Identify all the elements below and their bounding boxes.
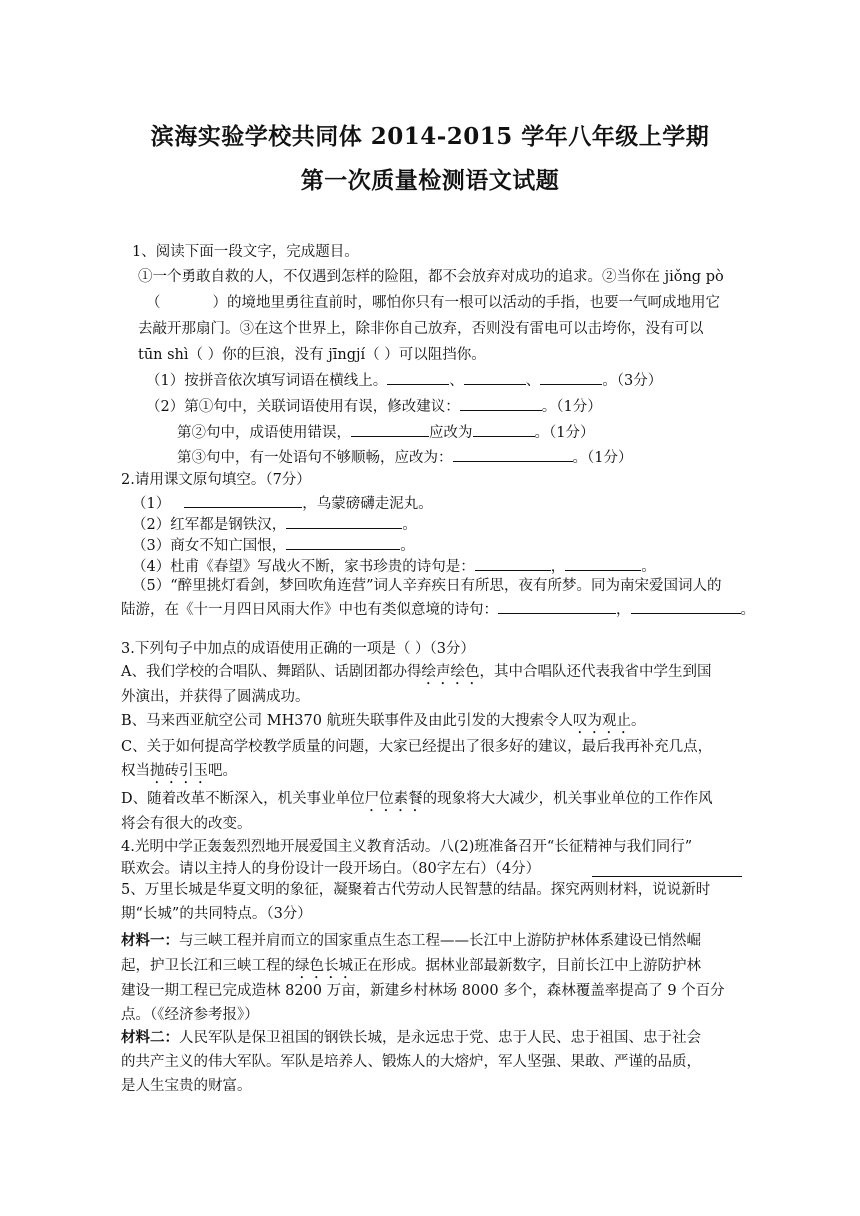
q3-option-c-line1: C、关于如何提高学校教学质量的问题，大家已经提出了很多好的建议，最后我再补充几点， (121, 739, 713, 755)
q5-line2: 期“长城”的共同特点。（3分） (121, 906, 312, 922)
q2-item2-text: 红军都是钢铁汉， (170, 517, 287, 533)
q2-item5b-text: 陆游，在《十一月四日风雨大作》中也有类似意境的诗句： (121, 602, 498, 618)
q2-item3-num: （3） (132, 538, 171, 554)
q4-line1: 4.光明中学正轰轰烈烈地开展爱国主义教育活动。八(2)班准备召开“长征精神与我们同行” (121, 839, 693, 855)
q3-a1-idiom: 绘声绘色 (421, 664, 480, 680)
q1-sub2b-blank2[interactable] (473, 422, 535, 437)
q3-option-d-line1 (121, 790, 713, 815)
q3-d1-post: 的现象将大大减少，机关事业单位的工作作风 (422, 791, 713, 807)
q1-sub1-blank1[interactable] (387, 370, 449, 385)
q3-c2-idiom: 抛砖引玉 (150, 763, 208, 779)
q2-item4-blank2[interactable] (565, 556, 641, 571)
q2-item4-text: 杜甫《春望》写战火不断，家书珍贵的诗句是： (170, 559, 475, 575)
q3-a1-post: ，其中合唱队还代表我省中学生到国 (479, 664, 712, 680)
exam-title-line2: 第一次质量检测语文试题 (300, 167, 560, 194)
q1-sub2b (177, 422, 594, 442)
q3-option-a-line2: 外演出，并获得了圆满成功。 (121, 689, 310, 705)
q1-sub2c-text: 第③句中，有一处语句不够顺畅，应改为： (177, 450, 453, 466)
q3-option-a-line1 (121, 663, 711, 688)
q2-item2-end: 。 (402, 517, 417, 533)
q3-b1-post: 。 (631, 713, 646, 729)
q2-item5-text: “醉里挑灯看剑，梦回吹角连营”词人辛弃疾日有所思，夜有所梦。同为南宋爱国词人的 (170, 578, 722, 594)
q5-material1-line4: 点。（《经济参考报》） (121, 1007, 259, 1023)
q1-sub2-blank[interactable] (460, 396, 542, 411)
q1-sub1-blank3[interactable] (540, 370, 602, 385)
q1-sub2-end: 。（1分） (541, 399, 602, 415)
q1-sub1 (146, 370, 662, 390)
q3-d1-pre: D、随着改革不断深入，机关事业单位 (121, 791, 365, 807)
q2-item5-blank1[interactable] (498, 599, 616, 614)
q1-sub1-end: 。（3分） (602, 373, 663, 389)
q2-item4-num: （4） (132, 559, 171, 575)
q5-material1-label: 材料一： (121, 932, 179, 949)
q2-item1 (132, 493, 433, 513)
q1-sub2c (177, 447, 632, 467)
q2-item4 (132, 556, 656, 576)
q3-option-d-line2: 将会有很大的改变。 (121, 816, 252, 832)
q3-option-b (121, 712, 646, 737)
q2-item3 (132, 535, 415, 555)
q5-line1: 5、万里长城是华夏文明的象征，凝聚着古代劳动人民智慧的结晶。探究两则材料，说说新时 (121, 882, 711, 898)
exam-title-line1: 滨海实验学校共同体 2014-2015 学年八年级上学期 (150, 123, 710, 150)
q2-item5-blank2[interactable] (631, 599, 741, 614)
q2-item1-blank[interactable] (184, 493, 302, 508)
q5-m1-l2-post: 正在形成。据林业部最新数字，目前长江中上游防护林 (353, 958, 701, 974)
q3-c2-post: 吧。 (208, 763, 237, 779)
q3-stem: 3.下列句子中加点的成语使用正确的一项是（ ）（3分） (121, 641, 475, 657)
q2-item3-blank[interactable] (286, 535, 400, 550)
q2-stem: 2.请用课文原句填空。（7分） (121, 472, 311, 488)
q2-item1-text: ，乌蒙磅礴走泥丸。 (302, 496, 433, 512)
q2-item1-num: （1） (132, 496, 171, 512)
q1-sub1-blank2[interactable] (464, 370, 526, 385)
q5-material1-line2 (121, 957, 701, 982)
q5-material2-label: 材料二： (121, 1029, 179, 1046)
q3-b1-idiom: 叹为观止 (573, 713, 632, 729)
q2-item4-end: 。 (641, 559, 656, 575)
q5-m1-green-wall: 绿色长城 (295, 958, 353, 974)
q3-a1-pre: A、我们学校的合唱队、舞蹈队、话剧团都办得 (121, 664, 422, 680)
q5-material1-text1: 与三峡工程并肩而立的国家重点生态工程——长江中上游防护林体系建设已悄然崛 (179, 933, 701, 949)
q2-item3-end: 。 (400, 538, 415, 554)
q1-stem: 1、阅读下面一段文字，完成题目。 (132, 244, 359, 260)
q1-sub2c-end: 。（1分） (572, 450, 633, 466)
q5-material2-text1: 人民军队是保卫祖国的钢铁长城，是永远忠于党、忠于人民、忠于祖国、忠于社会 (179, 1030, 701, 1046)
q1-passage-line2 (146, 294, 720, 312)
q1-sub1-text: （1）按拼音依次填写词语在横线上。 (146, 373, 388, 389)
q1-sub2b-mid: 应改为 (429, 425, 473, 441)
q1-sub2 (146, 396, 602, 416)
q3-d1-idiom: 尸位素餐 (364, 791, 423, 807)
q1-passage-line1: ①一个勇敢自救的人，不仅遇到怎样的险阻，都不会放弃对成功的追求。②当你在 jiǒng pò (138, 269, 724, 285)
q2-item4-blank1[interactable] (475, 556, 551, 571)
q2-item5-num: （5） (132, 578, 171, 594)
q2-item2 (132, 514, 417, 534)
q2-item3-text: 商女不知亡国恨， (170, 538, 287, 554)
q1-sub2c-blank[interactable] (453, 447, 573, 462)
q1-passage-line2-text: ）的境地里勇往直前时，哪怕你只有一根可以活动的手指，也要一气呵成地用它 (212, 295, 720, 311)
q5-material2-line2: 的共产主义的伟大军队。军队是培养人、锻炼人的大熔炉，军人坚强、果敢、严谨的品质， (121, 1054, 701, 1070)
q5-material2-line3: 是人生宝贵的财富。 (121, 1078, 252, 1094)
q5-material1-line1 (121, 932, 701, 950)
q1-passage-line4: tūn shì（ ）你的巨浪，没有 jīngjí（ ）可以阻挡你。 (138, 347, 486, 363)
q1-bracket-open: （ (146, 295, 161, 311)
q5-m1-l2-pre: 起，护卫长江和三峡工程的 (121, 958, 295, 974)
q4-answer-line[interactable] (592, 876, 742, 877)
q2-item2-num: （2） (132, 517, 171, 533)
q5-material2-line1 (121, 1029, 701, 1047)
q5-material1-line3: 建设一期工程已完成造林 8200 万亩，新建乡村林场 8000 多个，森林覆盖率提高了 9 个百分 (121, 983, 725, 999)
q1-sub1-sep1: 、 (449, 373, 464, 389)
q2-item5b-end: 。 (740, 602, 755, 618)
q3-c2-pre: 权当 (121, 763, 150, 779)
q2-item5 (132, 577, 722, 595)
q2-item2-blank[interactable] (286, 514, 402, 529)
q3-b1-pre: B、马来西亚航空公司 MH370 航班失联事件及由此引发的大搜索令人 (121, 713, 574, 729)
q4-line2: 联欢会。请以主持人的身份设计一段开场白。（80字左右）（4分） (121, 861, 541, 877)
q1-sub2b-end: 。（1分） (534, 425, 595, 441)
q2-item5-cont (121, 599, 755, 619)
q1-sub2-text: （2）第①句中，关联词语使用有误，修改建议： (146, 399, 460, 415)
q2-item4-sep: ， (550, 559, 566, 575)
q1-sub1-sep2: 、 (525, 373, 541, 389)
q1-sub2b-text: 第②句中，成语使用错误， (177, 425, 351, 441)
q2-item5b-sep: ， (616, 602, 631, 618)
q1-passage-line3: 去敲开那扇门。③在这个世界上，除非你自己放弃，否则没有雷电可以击垮你，没有可以 (138, 321, 704, 337)
q3-option-c-line2 (121, 762, 237, 787)
q1-sub2b-blank1[interactable] (351, 422, 429, 437)
